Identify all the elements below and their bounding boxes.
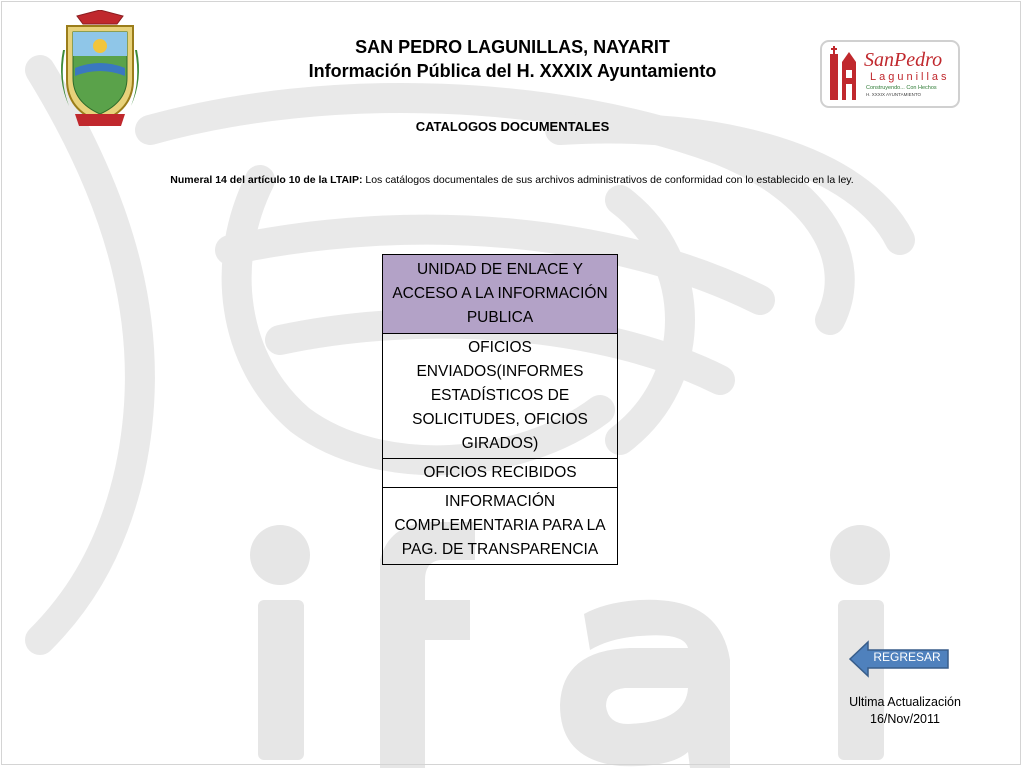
back-button[interactable] [849,640,949,678]
table-row: OFICIOS ENVIADOS(INFORMES ESTADÍSTICOS DE SOLICITUDES, OFICIOS GIRADOS) [383,334,618,459]
table-row: OFICIOS RECIBIDOS [383,459,618,488]
numeral-text: Los catálogos documentales de sus archivos administrativos de conformidad con lo establecido en la ley. [362,174,854,186]
back-button-label: REGRESAR [873,650,941,664]
page-title: SAN PEDRO LAGUNILLAS, NAYARIT [355,37,670,57]
svg-text:H. XXXIX AYUNTAMIENTO: H. XXXIX AYUNTAMIENTO [866,92,922,97]
numeral-description [20,174,1004,186]
svg-text:Lagunillas: Lagunillas [870,71,950,83]
svg-text:Construyendo... Con Hechos: Construyendo... Con Hechos [866,85,937,91]
page-subtitle: Información Pública del H. XXXIX Ayuntamiento [308,61,717,81]
municipal-seal-icon [55,10,145,130]
table-header-cell: UNIDAD DE ENLACE Y ACCESO A LA INFORMACIÓN PUBLICA [383,255,618,334]
catalog-table [382,254,618,565]
table-row: INFORMACIÓN COMPLEMENTARIA PARA LA PAG. DE TRANSPARENCIA [383,488,618,565]
svg-text:SanPedro: SanPedro [864,49,943,71]
section-title: CATALOGOS DOCUMENTALES [415,119,610,134]
last-update-label: Ultima Actualización [849,695,961,709]
numeral-label: Numeral 14 del artículo 10 de la LTAIP: [170,174,363,186]
last-update-date: 16/Nov/2011 [870,712,940,726]
san-pedro-logo [820,40,960,108]
